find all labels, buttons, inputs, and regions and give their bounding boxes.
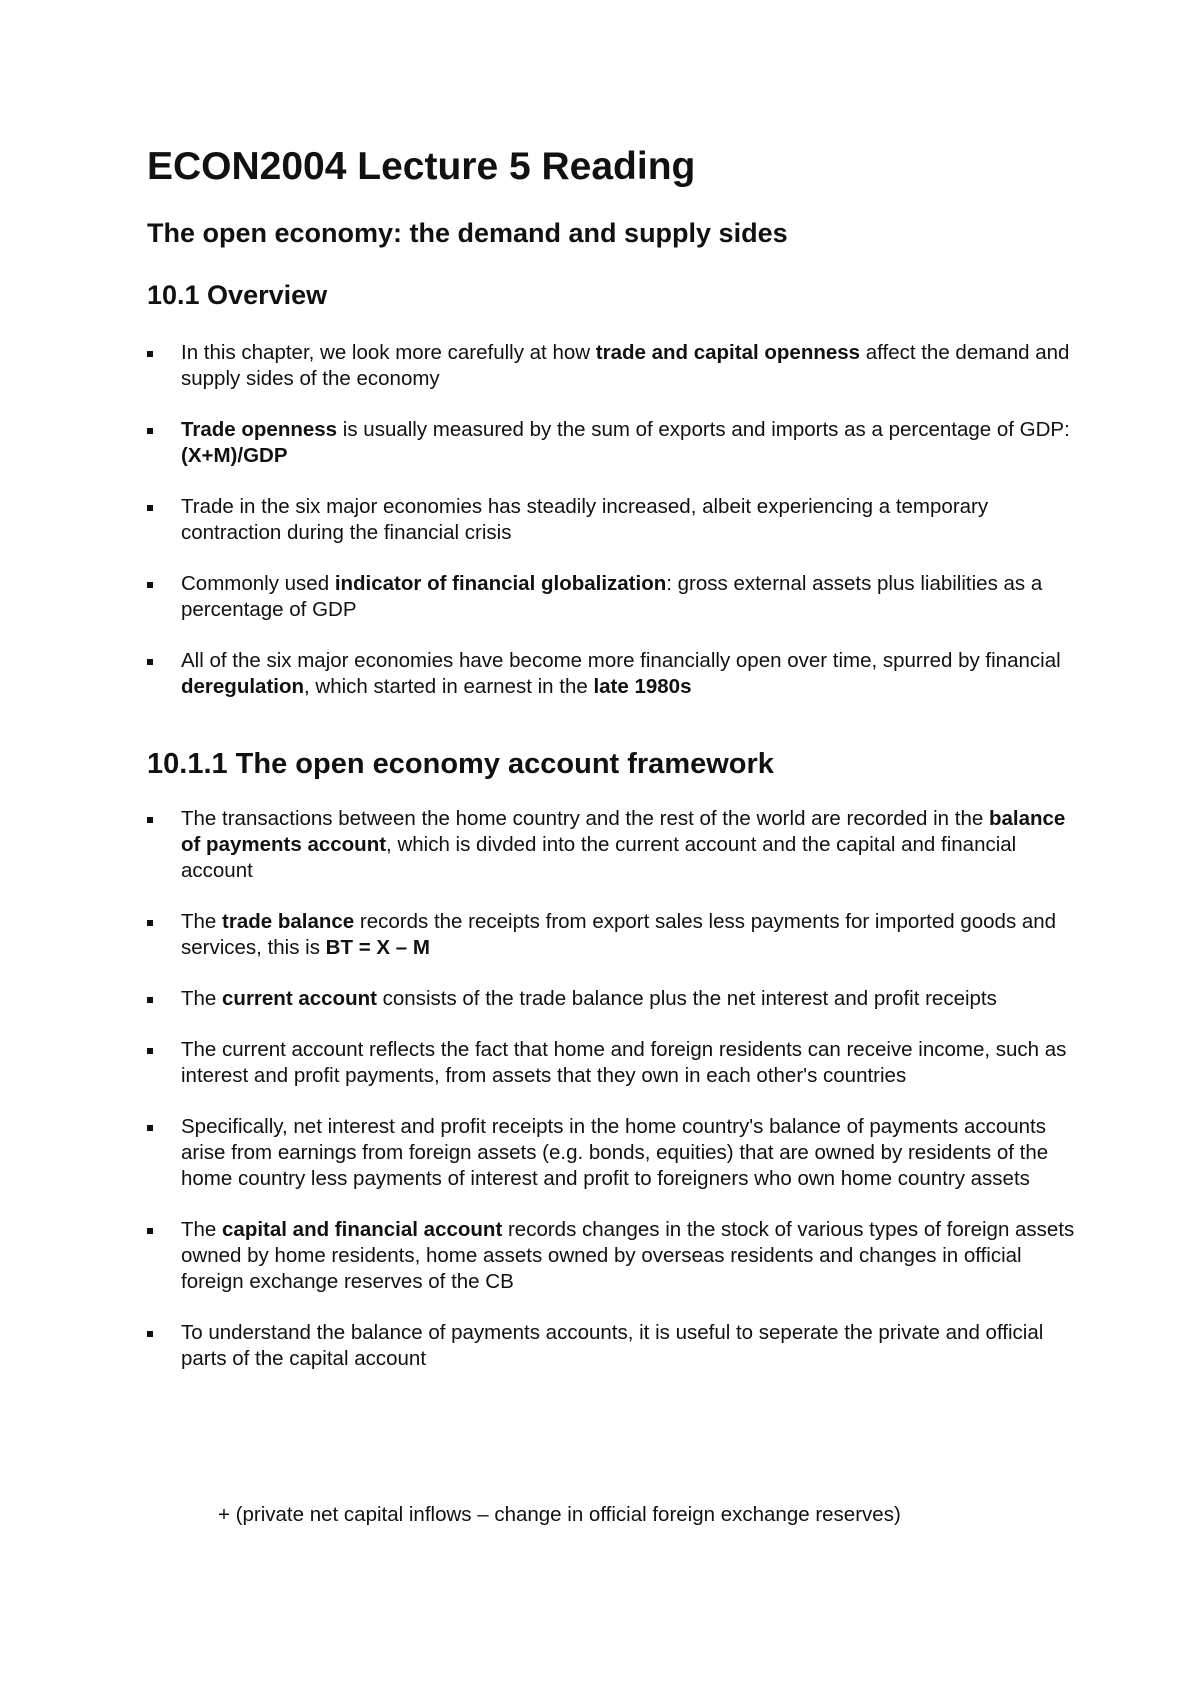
- bullet-icon: [147, 1048, 153, 1054]
- text-run: Specifically, net interest and profit receipts in the home country's balance of payments accounts arise from earnings from foreign assets (e.g. bonds, equities) that are owned by residents of the home country less payments of interest and profit to foreigners who own home country assets: [181, 1115, 1049, 1190]
- text-run: The transactions between the home country and the rest of the world are recorded in the: [181, 807, 989, 830]
- bold-text: late 1980s: [593, 675, 692, 698]
- bold-text: Trade openness: [181, 418, 338, 441]
- bold-text: trade and capital openness: [595, 341, 861, 364]
- text-run: : gross external assets plus liabilities as a percentage of GDP: [181, 572, 1043, 621]
- text-run: , which is divded into the current account and the capital and financial account: [181, 833, 1017, 882]
- document-subtitle: The open economy: the demand and supply sides: [147, 218, 788, 248]
- bold-text: current account: [222, 987, 377, 1010]
- overview-bullet-list: [147, 340, 1087, 725]
- list-item: [147, 1320, 1087, 1372]
- list-item: [147, 806, 1087, 884]
- text-run: records the receipts from export sales less payments for imported goods and services, this is: [181, 910, 1057, 959]
- bullet-icon: [147, 817, 153, 823]
- bold-text: trade balance: [222, 910, 355, 933]
- text-run: Trade in the six major economies has steadily increased, albeit experiencing a temporary contraction during the financial crisis: [181, 495, 989, 544]
- list-item: [147, 909, 1087, 961]
- bullet-icon: [147, 1331, 153, 1337]
- section-heading-account-framework: 10.1.1 The open economy account framework: [147, 748, 774, 780]
- bullet-icon: [147, 428, 153, 434]
- bold-text: deregulation: [181, 675, 305, 698]
- list-item: [147, 1114, 1087, 1192]
- text-run: The: [181, 987, 223, 1010]
- bullet-icon: [147, 920, 153, 926]
- text-run: Commonly used: [181, 572, 335, 595]
- list-item: [147, 986, 1087, 1012]
- account-framework-bullet-list: [147, 806, 1087, 1397]
- bullet-icon: [147, 1228, 153, 1234]
- text-run: affect the demand and supply sides of the economy: [181, 341, 1070, 390]
- bold-text: indicator of financial globalization: [334, 572, 667, 595]
- bullet-icon: [147, 582, 153, 588]
- text-run: is usually measured by the sum of exports and imports as a percentage of GDP:: [337, 418, 1070, 441]
- text-run: consists of the trade balance plus the net interest and profit receipts: [376, 987, 997, 1010]
- document-title: ECON2004 Lecture 5 Reading: [147, 145, 696, 188]
- list-item: [147, 417, 1087, 469]
- text-run: The: [181, 1218, 223, 1241]
- text-run: records changes in the stock of various types of foreign assets owned by home residents, home assets owned by overseas residents and changes in official foreign exchange reserves of the CB: [181, 1218, 1075, 1293]
- bold-text: BT = X – M: [325, 936, 430, 959]
- list-item: [147, 494, 1087, 546]
- text-run: In this chapter, we look more carefully at how: [181, 341, 596, 364]
- bullet-icon: [147, 997, 153, 1003]
- text-run: To understand the balance of payments accounts, it is useful to seperate the private and official parts of the capital account: [181, 1321, 1044, 1370]
- text-run: The current account reflects the fact that home and foreign residents can receive income, such as interest and profit payments, from assets that they own in each other's countries: [181, 1038, 1067, 1087]
- list-item: [147, 571, 1087, 623]
- text-run: , which started in earnest in the: [304, 675, 594, 698]
- bold-text: capital and financial account: [222, 1218, 503, 1241]
- bullet-icon: [147, 659, 153, 665]
- formula-line: + (private net capital inflows – change in official foreign exchange reserves): [218, 1503, 901, 1526]
- text-run: All of the six major economies have become more financially open over time, spurred by financial: [181, 649, 1061, 672]
- bold-text: balance of payments account: [181, 807, 1066, 856]
- list-item: [147, 340, 1087, 392]
- list-item: [147, 1037, 1087, 1089]
- list-item: [147, 1217, 1087, 1295]
- text-run: The: [181, 910, 223, 933]
- section-heading-overview: 10.1 Overview: [147, 280, 328, 310]
- bullet-icon: [147, 505, 153, 511]
- bullet-icon: [147, 351, 153, 357]
- bullet-icon: [147, 1125, 153, 1131]
- list-item: [147, 648, 1087, 700]
- bold-text: (X+M)/GDP: [181, 444, 288, 467]
